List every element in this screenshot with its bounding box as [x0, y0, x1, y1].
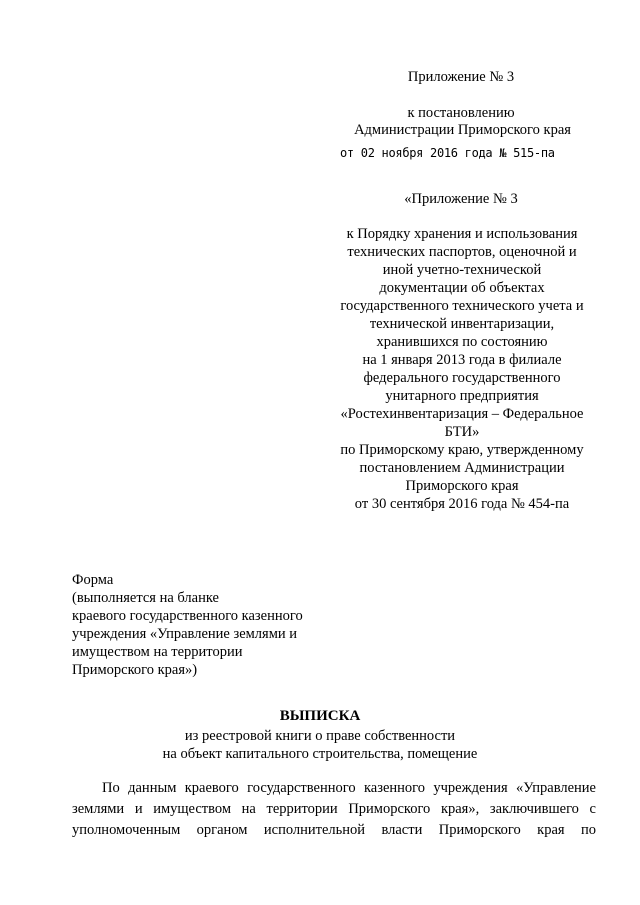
form-note-line: краевого государственного казенного — [72, 608, 303, 624]
inner-appendix-line: государственного технического учета и — [340, 298, 584, 314]
inner-appendix-text — [322, 225, 602, 513]
inner-appendix-line: технической инвентаризации, — [369, 316, 555, 332]
inner-appendix-line: технических паспортов, оценочной и — [347, 244, 577, 260]
document-subtitle: из реестровой книги о праве собственности — [184, 728, 456, 744]
inner-appendix-line: федерального государственного — [363, 370, 561, 386]
inner-appendix-line: на 1 января 2013 года в филиале — [362, 352, 562, 368]
inner-appendix-title: «Приложение № 3 — [404, 191, 518, 207]
inner-appendix-line: хранившихся по состоянию — [376, 334, 548, 350]
form-note-line: (выполняется на бланке — [72, 590, 219, 606]
appendix-label: Приложение № 3 — [407, 69, 515, 85]
inner-appendix-line: иной учетно-технической — [382, 262, 542, 278]
body-paragraph-line: уполномоченным органом исполнительной власти Приморского края по — [72, 822, 596, 838]
form-note — [72, 571, 332, 679]
administration-label: Администрации Приморского края — [354, 122, 571, 138]
form-note-line: учреждения «Управление землями и — [72, 626, 298, 642]
inner-appendix-line: Приморского края — [405, 478, 519, 494]
inner-appendix-line: БТИ» — [444, 424, 480, 440]
body-paragraph-line: По данным краевого государственного казенного учреждения «Управление — [102, 780, 596, 796]
resolution-date-stamp: от 02 ноября 2016 года № 515-па — [340, 146, 555, 160]
document-title: ВЫПИСКА — [279, 708, 361, 724]
inner-appendix-line: по Приморскому краю, утвержденному — [340, 442, 584, 458]
form-note-line: Форма — [72, 572, 114, 588]
inner-appendix-line: документации об объектах — [379, 280, 545, 296]
body-paragraph-line: землями и имуществом на территории Приморского края», заключившего с — [72, 801, 596, 817]
inner-appendix-line: «Ростехинвентаризация – Федеральное — [340, 406, 584, 422]
inner-appendix-line: от 30 сентября 2016 года № 454-па — [354, 496, 570, 512]
form-note-line: Приморского края») — [72, 662, 198, 678]
inner-appendix-line: к Порядку хранения и использования — [346, 226, 578, 242]
inner-appendix-line: унитарного предприятия — [385, 388, 539, 404]
inner-appendix-line: постановлением Администрации — [359, 460, 565, 476]
document-subtitle: на объект капитального строительства, помещение — [162, 746, 478, 762]
resolution-label: к постановлению — [407, 105, 515, 121]
form-note-line: имуществом на территории — [72, 644, 243, 660]
